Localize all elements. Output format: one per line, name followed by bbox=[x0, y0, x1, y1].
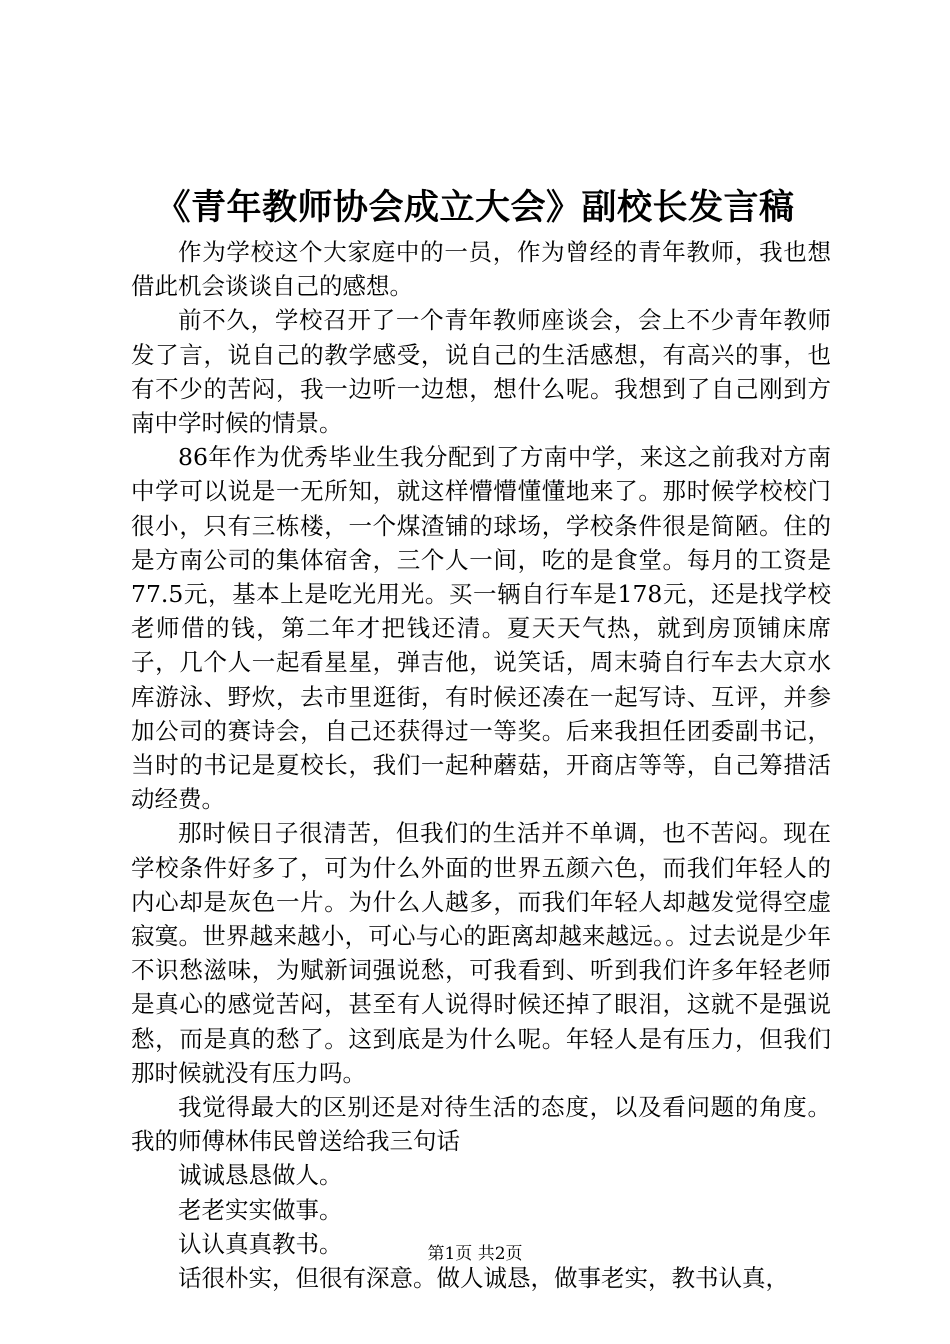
paragraph-contrast: 那时候日子很清苦，但我们的生活并不单调，也不苦闷。现在学校条件好多了，可为什么外面的世界五颜六色，而我们年轻人的内心却是灰色一片。为什么人越多，而我们年轻人却越发觉得空虚寂寞。世界越来越小，可心与心的距离却越来越远。。过去说是少年不识愁滋味，为赋新词强说愁，可我看到、听到我们许多年轻老师是真心的感觉苦闷，甚至有人说得时候还掉了眼泪，这就不是强说愁，而是真的愁了。这到底是为什么呢。年轻人是有压力，但我们那时候就没有压力吗。 bbox=[131, 819, 831, 1087]
paragraph-attitude: 我觉得最大的区别还是对待生活的态度，以及看问题的角度。我的师傅林伟民曾送给我三句话 bbox=[131, 1093, 831, 1156]
motto-line-1: 诚诚恳恳做人。 bbox=[178, 1161, 343, 1190]
motto-line-3: 认认真真教书。 bbox=[178, 1229, 343, 1258]
paragraph-intro: 作为学校这个大家庭中的一员，作为曾经的青年教师，我也想借此机会谈谈自己的感想。 bbox=[131, 238, 831, 301]
motto-line-2: 老老实实做事。 bbox=[178, 1195, 343, 1224]
paragraph-closing: 话很朴实，但很有深意。做人诚恳，做事老实，教书认真， bbox=[178, 1264, 789, 1293]
document-body bbox=[131, 235, 831, 1295]
page-number-footer: 第1页 共2页 bbox=[427, 1244, 523, 1264]
paragraph-memories: 86年作为优秀毕业生我分配到了方南中学，来这之前我对方南中学可以说是一无所知，就这样懵懵懂懂地来了。那时候学校校门很小，只有三栋楼，一个煤渣铺的球场，学校条件很是简陋。住的是方南公司的集体宿舍，三个人一间，吃的是食堂。每月的工资是77.5元，基本上是吃光用光。买一辆自行车是178元，还是找学校老师借的钱，第二年才把钱还清。夏天天气热，就到房顶铺床席子，几个人一起看星星，弹吉他，说笑话，周末骑自行车去大京水库游泳、野炊，去市里逛街，有时候还凑在一起写诗、互评，并参加公司的赛诗会，自己还获得过一等奖。后来我担任团委副书记，当时的书记是夏校长，我们一起种蘑菇，开商店等等，自己筹措活动经费。 bbox=[131, 443, 831, 814]
document-title: 《青年教师协会成立大会》副校长发言稿 bbox=[155, 187, 795, 228]
paragraph-symposium: 前不久，学校召开了一个青年教师座谈会，会上不少青年教师发了言，说自己的教学感受，说自己的生活感想，有高兴的事，也有不少的苦闷，我一边听一边想，想什么呢。我想到了自己刚到方南中学时候的情景。 bbox=[131, 306, 831, 438]
